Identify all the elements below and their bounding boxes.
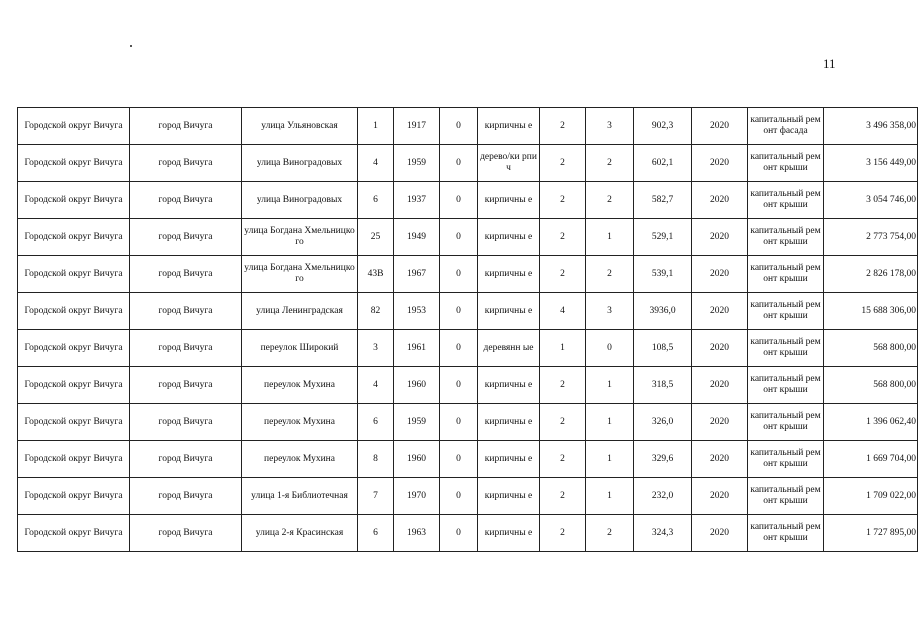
street-cell: переулок Широкий — [242, 330, 358, 367]
table-row — [18, 182, 918, 219]
entrances-cell: 2 — [586, 256, 634, 293]
street-cell: переулок Мухина — [242, 367, 358, 404]
zero-cell: 0 — [440, 182, 478, 219]
entrances-cell: 2 — [586, 515, 634, 552]
zero-cell: 0 — [440, 145, 478, 182]
year-cell: 2020 — [692, 404, 748, 441]
work-type-cell: капитальный ремонт крыши — [748, 330, 824, 367]
street-cell: улица Виноградовых — [242, 145, 358, 182]
floors-cell: 2 — [540, 108, 586, 145]
area-cell: 582,7 — [634, 182, 692, 219]
wall-material-cell: кирпичны е — [478, 478, 540, 515]
work-type-cell: капитальный ремонт крыши — [748, 404, 824, 441]
table-row — [18, 478, 918, 515]
floors-cell: 2 — [540, 145, 586, 182]
street-cell: улица Ленинградская — [242, 293, 358, 330]
build-year-cell: 1967 — [394, 256, 440, 293]
year-cell: 2020 — [692, 367, 748, 404]
build-year-cell: 1959 — [394, 145, 440, 182]
work-type-cell: капитальный ремонт крыши — [748, 182, 824, 219]
table-row — [18, 219, 918, 256]
cost-cell: 1 727 895,00 — [824, 515, 918, 552]
house-number-cell: 82 — [358, 293, 394, 330]
table-row — [18, 293, 918, 330]
area-cell: 326,0 — [634, 404, 692, 441]
zero-cell: 0 — [440, 293, 478, 330]
municipality-cell: Городской округ Вичуга — [18, 404, 130, 441]
zero-cell: 0 — [440, 108, 478, 145]
street-cell: улица 1-я Библиотечная — [242, 478, 358, 515]
settlement-cell: город Вичуга — [130, 256, 242, 293]
build-year-cell: 1960 — [394, 441, 440, 478]
work-type-cell: капитальный ремонт крыши — [748, 441, 824, 478]
cost-cell: 2 826 178,00 — [824, 256, 918, 293]
street-cell: переулок Мухина — [242, 441, 358, 478]
entrances-cell: 3 — [586, 293, 634, 330]
settlement-cell: город Вичуга — [130, 219, 242, 256]
wall-material-cell: кирпичны е — [478, 404, 540, 441]
area-cell: 232,0 — [634, 478, 692, 515]
zero-cell: 0 — [440, 478, 478, 515]
street-cell: переулок Мухина — [242, 404, 358, 441]
page-number: 11 — [823, 56, 836, 71]
work-type-cell: капитальный ремонт крыши — [748, 293, 824, 330]
year-cell: 2020 — [692, 478, 748, 515]
zero-cell: 0 — [440, 219, 478, 256]
year-cell: 2020 — [692, 145, 748, 182]
municipality-cell: Городской округ Вичуга — [18, 293, 130, 330]
settlement-cell: город Вичуга — [130, 367, 242, 404]
floors-cell: 2 — [540, 219, 586, 256]
cost-cell: 3 496 358,00 — [824, 108, 918, 145]
floors-cell: 1 — [540, 330, 586, 367]
cost-cell: 15 688 306,00 — [824, 293, 918, 330]
entrances-cell: 3 — [586, 108, 634, 145]
year-cell: 2020 — [692, 108, 748, 145]
house-number-cell: 3 — [358, 330, 394, 367]
settlement-cell: город Вичуга — [130, 441, 242, 478]
wall-material-cell: кирпичны е — [478, 108, 540, 145]
settlement-cell: город Вичуга — [130, 182, 242, 219]
municipality-cell: Городской округ Вичуга — [18, 219, 130, 256]
zero-cell: 0 — [440, 441, 478, 478]
floors-cell: 2 — [540, 182, 586, 219]
floors-cell: 2 — [540, 404, 586, 441]
work-type-cell: капитальный ремонт крыши — [748, 145, 824, 182]
house-number-cell: 6 — [358, 182, 394, 219]
work-type-cell: капитальный ремонт крыши — [748, 256, 824, 293]
area-cell: 324,3 — [634, 515, 692, 552]
municipality-cell: Городской округ Вичуга — [18, 182, 130, 219]
street-cell: улица Богдана Хмельницкого — [242, 256, 358, 293]
table-body — [18, 108, 918, 552]
zero-cell: 0 — [440, 330, 478, 367]
build-year-cell: 1959 — [394, 404, 440, 441]
year-cell: 2020 — [692, 515, 748, 552]
settlement-cell: город Вичуга — [130, 145, 242, 182]
floors-cell: 2 — [540, 441, 586, 478]
build-year-cell: 1937 — [394, 182, 440, 219]
street-cell: улица Ульяновская — [242, 108, 358, 145]
floors-cell: 2 — [540, 256, 586, 293]
year-cell: 2020 — [692, 293, 748, 330]
year-cell: 2020 — [692, 256, 748, 293]
settlement-cell: город Вичуга — [130, 478, 242, 515]
cost-cell: 2 773 754,00 — [824, 219, 918, 256]
wall-material-cell: кирпичны е — [478, 515, 540, 552]
wall-material-cell: деревянн ые — [478, 330, 540, 367]
area-cell: 329,6 — [634, 441, 692, 478]
build-year-cell: 1970 — [394, 478, 440, 515]
floors-cell: 2 — [540, 515, 586, 552]
year-cell: 2020 — [692, 182, 748, 219]
area-cell: 529,1 — [634, 219, 692, 256]
area-cell: 3936,0 — [634, 293, 692, 330]
work-type-cell: капитальный ремонт крыши — [748, 478, 824, 515]
build-year-cell: 1953 — [394, 293, 440, 330]
house-number-cell: 8 — [358, 441, 394, 478]
house-number-cell: 6 — [358, 404, 394, 441]
table-row — [18, 404, 918, 441]
wall-material-cell: кирпичны е — [478, 182, 540, 219]
housing-repair-table — [17, 107, 918, 552]
year-cell: 2020 — [692, 441, 748, 478]
year-cell: 2020 — [692, 219, 748, 256]
zero-cell: 0 — [440, 256, 478, 293]
wall-material-cell: кирпичны е — [478, 219, 540, 256]
work-type-cell: капитальный ремонт фасада — [748, 108, 824, 145]
cost-cell: 1 709 022,00 — [824, 478, 918, 515]
municipality-cell: Городской округ Вичуга — [18, 256, 130, 293]
municipality-cell: Городской округ Вичуга — [18, 478, 130, 515]
entrances-cell: 1 — [586, 367, 634, 404]
floors-cell: 2 — [540, 478, 586, 515]
work-type-cell: капитальный ремонт крыши — [748, 515, 824, 552]
settlement-cell: город Вичуга — [130, 108, 242, 145]
table-row — [18, 256, 918, 293]
floors-cell: 4 — [540, 293, 586, 330]
table-row — [18, 441, 918, 478]
entrances-cell: 2 — [586, 182, 634, 219]
house-number-cell: 6 — [358, 515, 394, 552]
municipality-cell: Городской округ Вичуга — [18, 367, 130, 404]
settlement-cell: город Вичуга — [130, 515, 242, 552]
build-year-cell: 1949 — [394, 219, 440, 256]
municipality-cell: Городской округ Вичуга — [18, 330, 130, 367]
zero-cell: 0 — [440, 367, 478, 404]
area-cell: 108,5 — [634, 330, 692, 367]
scan-speck — [130, 45, 132, 47]
zero-cell: 0 — [440, 515, 478, 552]
street-cell: улица Богдана Хмельницкого — [242, 219, 358, 256]
cost-cell: 568 800,00 — [824, 330, 918, 367]
wall-material-cell: дерево/ки рпич — [478, 145, 540, 182]
entrances-cell: 1 — [586, 219, 634, 256]
work-type-cell: капитальный ремонт крыши — [748, 219, 824, 256]
street-cell: улица Виноградовых — [242, 182, 358, 219]
wall-material-cell: кирпичны е — [478, 367, 540, 404]
cost-cell: 3 054 746,00 — [824, 182, 918, 219]
cost-cell: 3 156 449,00 — [824, 145, 918, 182]
table-row — [18, 108, 918, 145]
area-cell: 902,3 — [634, 108, 692, 145]
area-cell: 539,1 — [634, 256, 692, 293]
floors-cell: 2 — [540, 367, 586, 404]
settlement-cell: город Вичуга — [130, 293, 242, 330]
table-row — [18, 330, 918, 367]
municipality-cell: Городской округ Вичуга — [18, 145, 130, 182]
build-year-cell: 1960 — [394, 367, 440, 404]
municipality-cell: Городской округ Вичуга — [18, 515, 130, 552]
build-year-cell: 1917 — [394, 108, 440, 145]
cost-cell: 1 669 704,00 — [824, 441, 918, 478]
street-cell: улица 2-я Красинская — [242, 515, 358, 552]
cost-cell: 1 396 062,40 — [824, 404, 918, 441]
entrances-cell: 1 — [586, 441, 634, 478]
municipality-cell: Городской округ Вичуга — [18, 441, 130, 478]
house-number-cell: 7 — [358, 478, 394, 515]
cost-cell: 568 800,00 — [824, 367, 918, 404]
house-number-cell: 25 — [358, 219, 394, 256]
entrances-cell: 1 — [586, 404, 634, 441]
area-cell: 602,1 — [634, 145, 692, 182]
build-year-cell: 1963 — [394, 515, 440, 552]
entrances-cell: 1 — [586, 478, 634, 515]
municipality-cell: Городской округ Вичуга — [18, 108, 130, 145]
house-number-cell: 4 — [358, 367, 394, 404]
table-row — [18, 367, 918, 404]
house-number-cell: 4 — [358, 145, 394, 182]
wall-material-cell: кирпичны е — [478, 256, 540, 293]
table-row — [18, 515, 918, 552]
entrances-cell: 2 — [586, 145, 634, 182]
work-type-cell: капитальный ремонт крыши — [748, 367, 824, 404]
area-cell: 318,5 — [634, 367, 692, 404]
table-row — [18, 145, 918, 182]
entrances-cell: 0 — [586, 330, 634, 367]
zero-cell: 0 — [440, 404, 478, 441]
wall-material-cell: кирпичны е — [478, 293, 540, 330]
house-number-cell: 43В — [358, 256, 394, 293]
year-cell: 2020 — [692, 330, 748, 367]
settlement-cell: город Вичуга — [130, 330, 242, 367]
wall-material-cell: кирпичны е — [478, 441, 540, 478]
build-year-cell: 1961 — [394, 330, 440, 367]
settlement-cell: город Вичуга — [130, 404, 242, 441]
house-number-cell: 1 — [358, 108, 394, 145]
